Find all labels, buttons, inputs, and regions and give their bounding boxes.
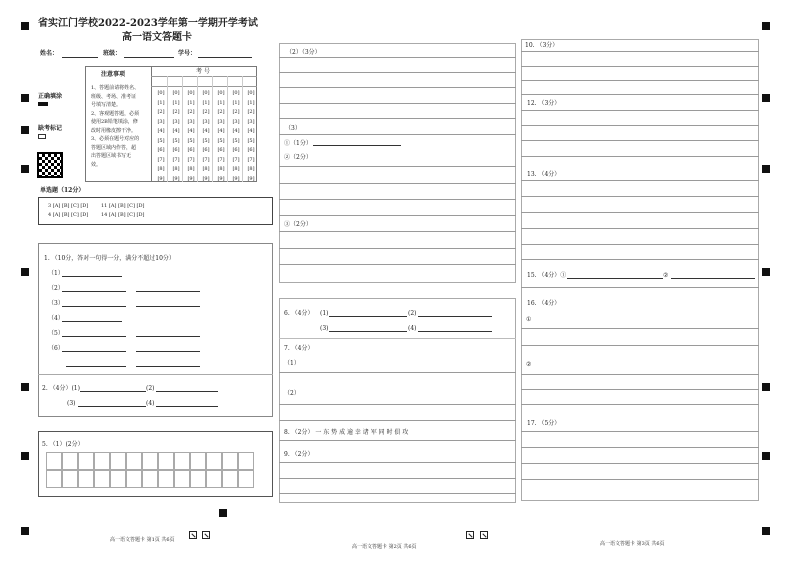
exam-number-digit-bubble[interactable]: [8] [157, 166, 165, 172]
class-label: 班级： [103, 50, 122, 57]
answer-line[interactable] [279, 478, 516, 479]
exam-number-digit-bubble[interactable]: [0] [157, 90, 165, 96]
q1-title: 1. （10分，答对一句得一分，满分不超过10分） [44, 255, 175, 262]
grid-cell[interactable] [110, 470, 126, 488]
timing-mark [762, 94, 770, 102]
answer-line[interactable] [521, 259, 759, 260]
grid-cell[interactable] [94, 470, 110, 488]
exam-number-digit-bubble[interactable]: [6] [217, 147, 225, 153]
q12-title: 12. （3分） [527, 100, 561, 107]
answer-line[interactable] [521, 374, 759, 375]
q1-item-2: （2） [48, 285, 64, 292]
exam-number-digit-bubble[interactable]: [3] [202, 118, 210, 125]
exam-number-digit-bubble[interactable]: [5] [247, 137, 255, 144]
answer-line[interactable] [279, 118, 516, 119]
q7-part-2: （2） [284, 390, 300, 397]
answer-line[interactable] [418, 316, 492, 317]
answer-line[interactable] [136, 306, 200, 307]
page-2-lower-box [279, 298, 516, 503]
exam-number-digit-bubble[interactable]: [3] [187, 118, 195, 125]
answer-line[interactable] [136, 291, 200, 292]
grid-cell[interactable] [206, 470, 222, 488]
exam-number-digit-bubble[interactable]: [9] [232, 175, 240, 182]
exam-number-digit-bubble[interactable]: [1] [187, 99, 195, 106]
exam-number-digit-bubble[interactable]: [5] [172, 137, 180, 144]
q7-part-1: （1） [284, 360, 300, 367]
answer-line[interactable] [279, 440, 516, 441]
exam-number-digit-bubble[interactable]: [1] [157, 99, 165, 106]
answer-line[interactable] [521, 447, 759, 448]
grid-cell[interactable] [142, 452, 158, 470]
exam-number-label: 考 号 [196, 68, 210, 75]
name-label: 姓名： [40, 50, 59, 57]
note-line: 1、答题前请将姓名、 [91, 85, 140, 91]
q16-title: 16. （4分） [527, 300, 561, 307]
answer-line[interactable] [329, 331, 407, 332]
answer-line[interactable] [279, 264, 516, 265]
page-mark [219, 509, 227, 517]
exam-number-digit-bubble[interactable]: [1] [202, 99, 210, 106]
grid-cell[interactable] [174, 452, 190, 470]
answer-line[interactable] [279, 493, 516, 494]
exam-number-digit-bubble[interactable]: [7] [217, 156, 225, 163]
grid-cell[interactable] [46, 470, 62, 488]
exam-number-column-divider [182, 76, 183, 182]
exam-number-digit-bubble[interactable]: [7] [157, 156, 165, 163]
answer-line[interactable] [62, 351, 126, 352]
note-line: 效。 [91, 161, 102, 168]
answer-line[interactable] [78, 406, 146, 407]
absent-mark-box[interactable] [38, 134, 46, 139]
page-id-box [189, 531, 197, 539]
exam-number-digit-bubble[interactable]: [6] [157, 147, 165, 153]
exam-number-column-divider [197, 76, 198, 182]
q6-part-2: (2) [408, 310, 417, 317]
exam-number-digit-bubble[interactable]: [4] [217, 128, 225, 134]
q6-part-4: (4) [408, 325, 417, 332]
exam-number-column-divider [212, 76, 213, 182]
note-line: 班级、考场、准考证 [91, 93, 137, 100]
q-3-title: （3） [285, 125, 301, 132]
exam-number-digit-bubble[interactable]: [5] [187, 137, 195, 144]
exam-number-digit-bubble[interactable]: [4] [232, 128, 240, 134]
exam-number-digit-bubble[interactable]: [4] [187, 128, 195, 134]
answer-line[interactable] [521, 389, 759, 390]
grid-cell[interactable] [126, 452, 142, 470]
exam-number-column-divider [227, 76, 228, 182]
answer-line[interactable] [279, 215, 516, 216]
grid-cell[interactable] [110, 452, 126, 470]
grid-cell[interactable] [62, 470, 78, 488]
grid-cell[interactable] [142, 470, 158, 488]
mcq-row[interactable]: 4 [A] [B] [C] [D] 14 [A] [B] [C] [D] [48, 212, 145, 218]
exam-number-digit-bubble[interactable]: [3] [157, 118, 165, 125]
exam-number-digit-bubble[interactable]: [4] [172, 128, 180, 134]
q15-part-2: ② [663, 272, 669, 279]
page-2-footer: 高一语文答题卡 第2页 共6页 [352, 544, 417, 550]
exam-number-digit-bubble[interactable]: [2] [202, 109, 210, 115]
timing-mark [21, 383, 29, 391]
exam-number-digit-bubble[interactable]: [4] [157, 128, 165, 134]
answer-line[interactable] [521, 404, 759, 405]
answer-line[interactable] [418, 331, 492, 332]
answer-line[interactable] [521, 212, 759, 213]
correct-fill-sample [38, 102, 48, 106]
q-3-3-label: ③（2分） [284, 221, 312, 228]
q2-part-2: (2) [146, 385, 155, 392]
timing-mark [762, 165, 770, 173]
exam-number-digit-bubble[interactable]: [5] [202, 137, 210, 144]
answer-line[interactable] [521, 140, 759, 141]
answer-line[interactable] [521, 196, 759, 197]
correct-fill-label: 正确填涂 [38, 93, 63, 100]
q1-q2-divider [38, 374, 273, 375]
exam-number-digit-bubble[interactable]: [0] [172, 90, 180, 96]
exam-number-digit-bubble[interactable]: [2] [157, 109, 165, 115]
grid-cell[interactable] [222, 470, 238, 488]
answer-line[interactable] [521, 94, 759, 95]
note-line: 3、必须在题号对应的 [91, 136, 140, 142]
exam-number-digit-bubble[interactable]: [8] [202, 166, 210, 172]
id-field[interactable] [198, 57, 252, 58]
page-3-footer: 高一语文答题卡 第3页 共6页 [600, 541, 665, 547]
answer-line[interactable] [521, 110, 759, 111]
q6-title: 6. （4分） [284, 310, 314, 317]
answer-line[interactable] [279, 57, 516, 58]
answer-line[interactable] [156, 391, 218, 392]
note-line: 号填写清楚。 [91, 102, 122, 108]
grid-cell[interactable] [78, 470, 94, 488]
q2-part-3: (3) [67, 400, 76, 407]
q-3-2-label: ②（2分） [284, 154, 312, 161]
q16-part-2: ② [526, 361, 532, 368]
exam-number-digit-bubble[interactable]: [0] [247, 90, 255, 96]
exam-number-digit-bubble[interactable]: [3] [247, 118, 255, 125]
grid-cell[interactable] [158, 452, 174, 470]
corner-mark-top-right [762, 22, 770, 30]
answer-line[interactable] [521, 287, 759, 288]
corner-mark-bottom-right [762, 527, 770, 535]
answer-line[interactable] [279, 103, 516, 104]
q9-title: 9. （2分） [284, 451, 314, 458]
q-2-2-title: （2）（3分） [286, 49, 321, 56]
grid-cell[interactable] [62, 452, 78, 470]
page-id-box [466, 531, 474, 539]
q2-part-1: 2. （4分）(1) [42, 385, 80, 392]
exam-number-digit-bubble[interactable]: [1] [247, 99, 255, 106]
timing-mark [762, 452, 770, 460]
answer-line[interactable] [521, 463, 759, 464]
exam-number-digit-column[interactable] [243, 89, 259, 184]
answer-line[interactable] [279, 134, 516, 135]
mcq-row[interactable]: 3 [A] [B] [C] [D] 11 [A] [B] [C] [D] [48, 203, 145, 209]
answer-line[interactable] [521, 125, 759, 126]
answer-line[interactable] [279, 183, 516, 184]
exam-number-digit-bubble[interactable]: [1] [232, 99, 240, 106]
answer-line[interactable] [66, 366, 126, 367]
exam-number-digit-bubble[interactable]: [3] [232, 118, 240, 125]
notes-list [91, 84, 149, 169]
answer-line[interactable] [62, 306, 126, 307]
exam-number-digit-bubble[interactable]: [1] [172, 99, 180, 106]
answer-line[interactable] [136, 366, 200, 367]
answer-line[interactable] [279, 404, 516, 405]
note-line: 出答题区域书写无 [91, 153, 132, 159]
answer-line[interactable] [62, 336, 126, 337]
answer-line[interactable] [521, 80, 759, 81]
q6-part-1: (1) [320, 310, 329, 317]
answer-line[interactable] [279, 462, 516, 463]
exam-number-digit-bubble[interactable]: [0] [217, 90, 225, 96]
answer-line[interactable] [279, 72, 516, 73]
notes-divider [151, 66, 152, 182]
answer-line[interactable] [521, 156, 759, 157]
exam-number-digit-bubble[interactable]: [9] [247, 175, 255, 182]
note-line: 使用2B铅笔填涂，修 [91, 119, 138, 125]
exam-title: 省实江门学校2022-2023学年第一学期开学考试 [38, 18, 258, 29]
timing-mark [21, 268, 29, 276]
answer-line[interactable] [521, 51, 759, 52]
divider [279, 338, 516, 339]
q1-item-1: （1） [48, 270, 64, 277]
exam-number-digit-bubble[interactable]: [7] [247, 156, 255, 163]
id-label: 学号： [178, 50, 197, 57]
q10-title: 10. （3分） [525, 42, 559, 49]
answer-line[interactable] [521, 66, 759, 67]
exam-number-column-divider [242, 76, 243, 182]
q16-part-1: ① [526, 316, 532, 323]
exam-number-digit-bubble[interactable]: [9] [202, 175, 210, 182]
exam-number-digit-bubble[interactable]: [3] [217, 118, 225, 125]
exam-number-digit-bubble[interactable]: [0] [232, 90, 240, 96]
timing-mark [21, 94, 29, 102]
answer-line[interactable] [62, 291, 126, 292]
grid-cell[interactable] [238, 470, 254, 488]
exam-number-digit-bubble[interactable]: [5] [232, 137, 240, 144]
answer-line[interactable] [567, 278, 663, 279]
q5-title: 5. （1）(2分） [42, 441, 84, 448]
exam-number-digit-bubble[interactable]: [4] [247, 128, 255, 134]
grid-cell[interactable] [190, 452, 206, 470]
page-2-upper-box [279, 43, 516, 283]
q1-item-5: （5） [48, 330, 64, 337]
timing-mark [21, 452, 29, 460]
qr-code [37, 152, 63, 178]
answer-line[interactable] [521, 180, 759, 181]
exam-number-digit-bubble[interactable]: [2] [172, 109, 180, 115]
grid-cell[interactable] [222, 452, 238, 470]
answer-line[interactable] [279, 248, 516, 249]
answer-line[interactable] [279, 420, 516, 421]
answer-line[interactable] [156, 406, 218, 407]
grid-cell[interactable] [78, 452, 94, 470]
grid-cell[interactable] [158, 470, 174, 488]
exam-number-digit-bubble[interactable]: [7] [172, 156, 180, 163]
q5-writing-grid[interactable] [46, 452, 268, 492]
answer-line[interactable] [279, 372, 516, 373]
exam-number-column-divider [167, 76, 168, 182]
timing-mark [762, 383, 770, 391]
exam-number-digit-bubble[interactable]: [6] [232, 147, 240, 153]
exam-number-digit-bubble[interactable]: [9] [157, 175, 165, 182]
answer-line[interactable] [136, 351, 200, 352]
q1-item-6: （6） [48, 345, 64, 352]
exam-number-digit-bubble[interactable]: [6] [187, 147, 195, 153]
exam-number-digit-bubble[interactable]: [8] [172, 166, 180, 172]
q1-item-3: （3） [48, 300, 64, 307]
answer-line[interactable] [279, 199, 516, 200]
exam-number-digit-bubble[interactable]: [9] [172, 175, 180, 182]
corner-mark-bottom-left [21, 527, 29, 535]
exam-number-digit-bubble[interactable]: [8] [217, 166, 225, 172]
mcq-box [38, 197, 273, 225]
exam-number-digit-bubble[interactable]: [9] [217, 175, 225, 182]
notes-title: 注意事项 [101, 71, 126, 78]
timing-mark [762, 268, 770, 276]
class-field[interactable] [124, 57, 174, 58]
exam-number-digit-bubble[interactable]: [1] [217, 99, 225, 106]
q2-part-4: (4) [146, 400, 155, 407]
name-field[interactable] [62, 57, 98, 58]
grid-cell[interactable] [238, 452, 254, 470]
answer-line[interactable] [329, 316, 407, 317]
q1-item-4: （4） [48, 315, 64, 322]
exam-number-digit-bubble[interactable]: [6] [202, 147, 210, 153]
answer-line[interactable] [521, 244, 759, 245]
page-id-box [202, 531, 210, 539]
answer-line[interactable] [279, 231, 516, 232]
page-1-footer: 高一语文答题卡 第1页 共6页 [110, 537, 175, 543]
exam-number-digit-bubble[interactable]: [8] [247, 166, 255, 172]
corner-mark-top-left [21, 22, 29, 30]
exam-number-digit-bubble[interactable]: [9] [187, 175, 195, 182]
note-line: 2、客观题答题，必须 [91, 110, 140, 117]
q8-title[interactable]: 8. （2分） 一 东 势 成 逾 幸 诸 军 同 时 俱 攻 [284, 429, 409, 436]
q7-title: 7. （4分） [284, 345, 314, 352]
q17-title: 17. （5分） [527, 420, 561, 427]
grid-cell[interactable] [174, 470, 190, 488]
timing-mark [21, 165, 29, 173]
exam-number-digit-bubble[interactable]: [5] [217, 137, 225, 144]
exam-number-digit-bubble[interactable]: [0] [202, 90, 210, 96]
answer-line[interactable] [279, 166, 516, 167]
answer-line[interactable] [62, 321, 122, 322]
answer-line[interactable] [521, 479, 759, 480]
answer-line[interactable] [313, 145, 401, 146]
exam-number-digit-bubble[interactable]: [2] [232, 109, 240, 115]
answer-line[interactable] [521, 431, 759, 432]
timing-mark [21, 126, 29, 134]
exam-number-digit-bubble[interactable]: [7] [187, 156, 195, 163]
answer-line[interactable] [521, 228, 759, 229]
exam-number-digit-bubble[interactable]: [0] [187, 90, 195, 96]
answer-line[interactable] [62, 276, 122, 277]
grid-cell[interactable] [94, 452, 110, 470]
q6-part-3: (3) [320, 325, 329, 332]
q15-title: 15. （4分）① [527, 272, 567, 279]
note-line: 改时用橡皮擦干净。 [91, 127, 137, 134]
grid-cell[interactable] [126, 470, 142, 488]
answer-line[interactable] [136, 336, 200, 337]
grid-cell[interactable] [206, 452, 222, 470]
exam-number-digit-bubble[interactable]: [6] [172, 147, 180, 153]
note-line: 答题区域内作答，超 [91, 144, 137, 151]
exam-number-digit-bubble[interactable]: [8] [232, 166, 240, 172]
exam-number-digit-bubble[interactable]: [7] [232, 156, 240, 163]
absent-mark-label: 缺考标记 [38, 125, 63, 132]
answer-line[interactable] [279, 87, 516, 88]
grid-cell[interactable] [46, 452, 62, 470]
exam-number-digit-bubble[interactable]: [2] [217, 109, 225, 115]
exam-number-digit-bubble[interactable]: [7] [202, 156, 210, 163]
q-3-1-label: ①（1分） [284, 140, 312, 147]
answer-line[interactable] [671, 278, 755, 279]
exam-number-digit-bubble[interactable]: [5] [157, 137, 165, 144]
exam-number-digit-bubble[interactable]: [8] [187, 166, 195, 172]
answer-line[interactable] [80, 391, 146, 392]
mcq-title: 单选题（12分） [40, 187, 85, 194]
answer-line[interactable] [521, 328, 759, 329]
exam-number-digit-bubble[interactable]: [3] [172, 118, 180, 125]
page-id-box [480, 531, 488, 539]
q13-title: 13. （4分） [527, 171, 561, 178]
exam-number-digit-bubble[interactable]: [2] [247, 109, 255, 115]
exam-number-digit-bubble[interactable]: [4] [202, 128, 210, 134]
answer-line[interactable] [521, 345, 759, 346]
grid-cell[interactable] [190, 470, 206, 488]
exam-number-digit-bubble[interactable]: [2] [187, 109, 195, 115]
exam-number-digit-bubble[interactable]: [6] [247, 147, 255, 153]
answer-sheet-title: 高一语文答题卡 [122, 32, 192, 43]
